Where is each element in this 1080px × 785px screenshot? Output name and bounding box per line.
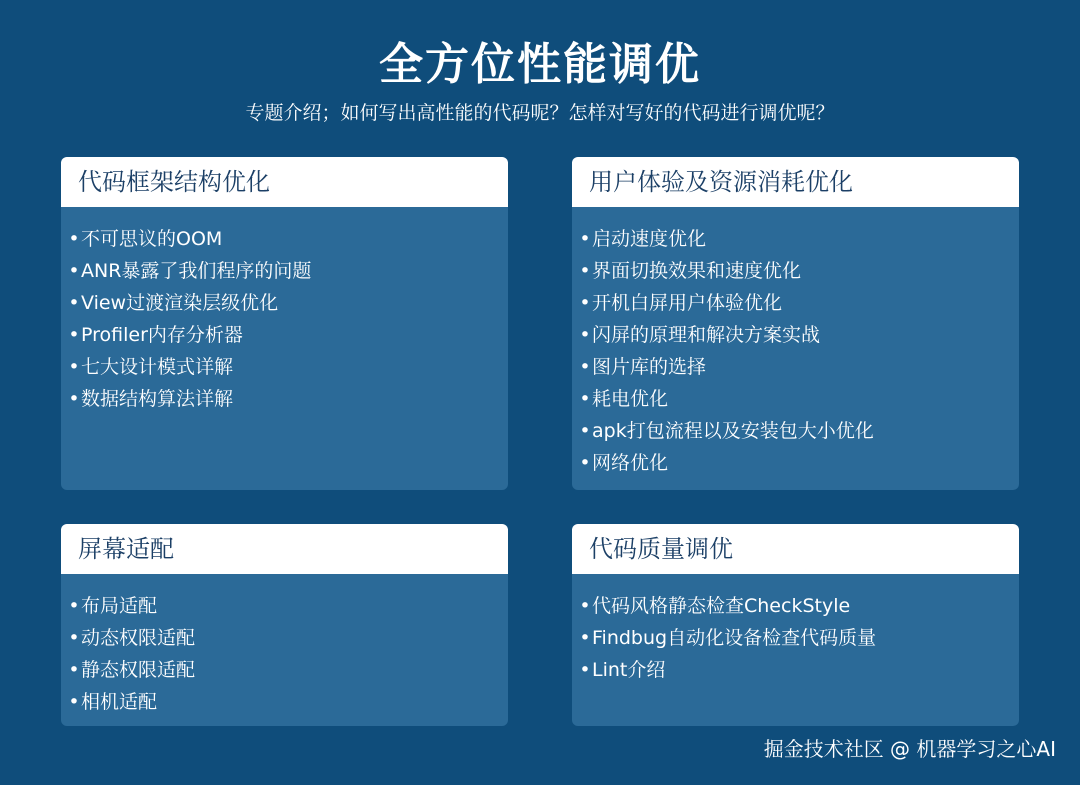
card-title: 屏幕适配 (61, 524, 508, 574)
list-item (67, 255, 508, 287)
bullet-icon: • (579, 324, 591, 346)
list-item (578, 255, 1019, 287)
watermark: 掘金技术社区 @ 机器学习之心AI (763, 737, 1056, 761)
bullet-icon: • (579, 292, 591, 314)
card-user-experience (572, 157, 1019, 490)
list-item-label: 界面切换效果和速度优化 (592, 260, 802, 282)
list-item-label: 图片库的选择 (592, 356, 707, 378)
list-item (67, 383, 508, 415)
card-item-list (61, 207, 508, 415)
bullet-icon: • (68, 260, 80, 282)
bullet-icon: • (68, 627, 80, 649)
list-item (578, 223, 1019, 255)
card-code-quality (572, 524, 1019, 726)
list-item (578, 415, 1019, 447)
list-item (67, 654, 508, 686)
bullet-icon: • (68, 388, 80, 410)
list-item-label: 启动速度优化 (592, 228, 707, 250)
list-item-label: Findbug自动化设备检查代码质量 (592, 627, 877, 649)
list-item-label: 七大设计模式详解 (81, 356, 234, 378)
list-item-label: 不可思议的OOM (81, 228, 223, 250)
list-item (67, 590, 508, 622)
list-item-label: Lint介绍 (592, 659, 666, 681)
list-item (578, 590, 1019, 622)
bullet-icon: • (579, 595, 591, 617)
list-item (67, 686, 508, 718)
list-item-label: 网络优化 (592, 452, 669, 474)
list-item (578, 383, 1019, 415)
bullet-icon: • (579, 356, 591, 378)
list-item (67, 351, 508, 383)
list-item (578, 622, 1019, 654)
list-item (578, 319, 1019, 351)
bullet-icon: • (579, 228, 591, 250)
bullet-icon: • (579, 260, 591, 282)
list-item (67, 319, 508, 351)
list-item-label: 相机适配 (81, 691, 158, 713)
list-item (578, 447, 1019, 479)
list-item (67, 622, 508, 654)
bullet-icon: • (579, 388, 591, 410)
bullet-icon: • (68, 324, 80, 346)
list-item-label: 静态权限适配 (81, 659, 196, 681)
page-subtitle: 专题介绍；如何写出高性能的代码呢？怎样对写好的代码进行调优呢？ (245, 102, 835, 124)
card-title: 代码质量调优 (572, 524, 1019, 574)
list-item (67, 287, 508, 319)
list-item-label: 动态权限适配 (81, 627, 196, 649)
card-title: 代码框架结构优化 (61, 157, 508, 207)
list-item-label: 耗电优化 (592, 388, 669, 410)
bullet-icon: • (68, 595, 80, 617)
list-item-label: Profiler内存分析器 (81, 324, 243, 346)
bullet-icon: • (68, 228, 80, 250)
bullet-icon: • (68, 292, 80, 314)
page-title: 全方位性能调优 (379, 39, 701, 90)
bullet-icon: • (68, 691, 80, 713)
bullet-icon: • (68, 356, 80, 378)
bullet-icon: • (579, 420, 591, 442)
list-item-label: View过渡渲染层级优化 (81, 292, 279, 314)
card-item-list (572, 574, 1019, 686)
list-item (578, 287, 1019, 319)
list-item (578, 351, 1019, 383)
list-item-label: 代码风格静态检查CheckStyle (592, 595, 851, 617)
list-item-label: 数据结构算法详解 (81, 388, 234, 410)
bullet-icon: • (579, 627, 591, 649)
bullet-icon: • (579, 659, 591, 681)
list-item (67, 223, 508, 255)
list-item-label: apk打包流程以及安装包大小优化 (592, 420, 874, 442)
bullet-icon: • (579, 452, 591, 474)
list-item-label: 布局适配 (81, 595, 158, 617)
card-title: 用户体验及资源消耗优化 (572, 157, 1019, 207)
list-item-label: 闪屏的原理和解决方案实战 (592, 324, 821, 346)
card-item-list (572, 207, 1019, 479)
card-item-list (61, 574, 508, 718)
list-item-label: 开机白屏用户体验优化 (592, 292, 783, 314)
card-screen-adaptation (61, 524, 508, 726)
list-item-label: ANR暴露了我们程序的问题 (81, 260, 312, 282)
bullet-icon: • (68, 659, 80, 681)
list-item (578, 654, 1019, 686)
card-code-architecture (61, 157, 508, 490)
